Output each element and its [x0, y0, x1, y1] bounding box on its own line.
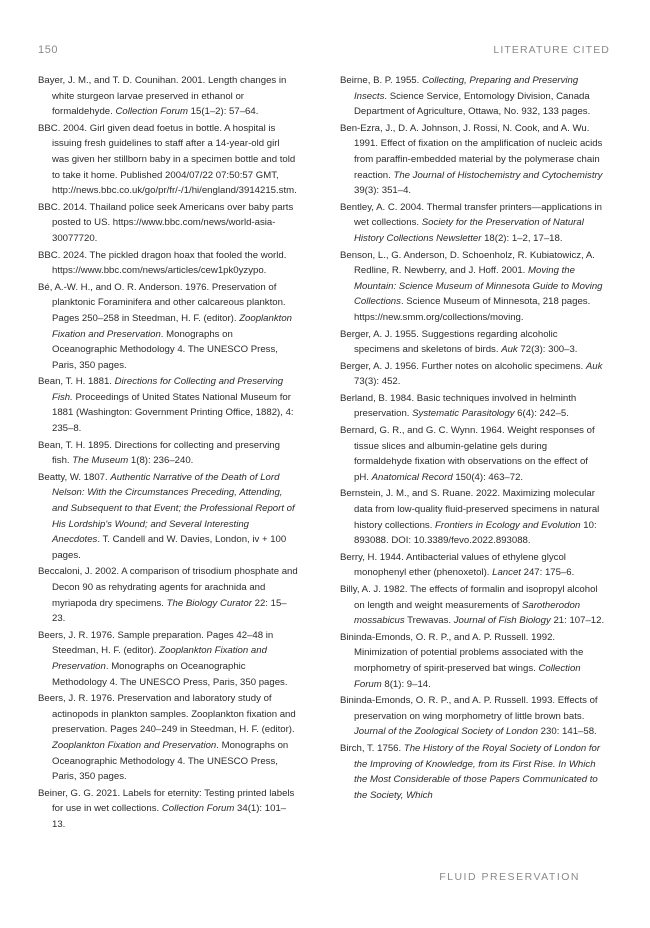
reference-text: Bayer, J. M., and T. D. Counihan. 2001. Length changes in white sturgeon larvae preserved in ethanol or formaldehyde.: [38, 75, 287, 118]
reference-italic-text: Systematic Parasitology: [412, 408, 515, 420]
reference-text: Proceedings of United States National Museum for 1881 (Washington: Government Printing Office, 1882), 4: 235–8.: [52, 391, 294, 435]
reference-text: . Monographs on Oceanographic Methodology 4. The UNESCO Press, Paris, 350 pages.: [52, 739, 289, 783]
reference-entry: [340, 121, 605, 199]
reference-text: 21: 107–12.: [550, 615, 605, 627]
reference-italic-text: The Biology Curator: [166, 597, 252, 609]
reference-entry: [340, 200, 605, 247]
reference-text: 72(3): 300–3.: [517, 344, 578, 356]
reference-italic-text: Anatomical Record: [371, 471, 453, 483]
reference-entry: [38, 564, 298, 626]
reference-italic-text: Lancet: [492, 567, 521, 579]
reference-entry: [340, 486, 605, 548]
reference-entry: [38, 628, 298, 690]
reference-italic-text: Collection Forum: [115, 106, 188, 118]
reference-text: 18(2): 1–2, 17–18.: [481, 232, 563, 244]
reference-entry: [340, 359, 605, 390]
reference-entry: [38, 248, 298, 279]
reference-entry: [340, 248, 605, 326]
reference-entry: [340, 693, 605, 740]
reference-text: 247: 175–6.: [520, 567, 575, 579]
reference-entry: [38, 121, 298, 199]
reference-text: 15(1–2): 57–64.: [187, 106, 259, 118]
reference-text: Berger, A. J. 1955. Suggestions regarding alcoholic specimens and skeletons of birds.: [340, 328, 558, 356]
reference-text: 8(1): 9–14.: [381, 678, 431, 690]
reference-italic-text: Zooplankton Fixation and Preservation: [52, 645, 267, 672]
reference-text: Bentley, A. C. 2004. Thermal transfer printers—applications in wet collections.: [340, 201, 603, 229]
reference-italic-text: Auk: [501, 344, 518, 356]
running-head: LITERATURE CITED: [493, 44, 610, 56]
reference-italic-text: Zooplankton Fixation and Preservation: [52, 312, 292, 340]
reference-text: Bé, A.-W. H., and O. R. Anderson. 1976. Preservation of planktonic Foraminifera and other calcareous plankton. Pages 250–258 in Steedman, H. F. (editor).: [38, 281, 286, 324]
reference-text: 1(8): 236–240.: [128, 455, 194, 467]
reference-entry: [340, 327, 605, 358]
page-number: 150: [38, 44, 59, 56]
reference-italic-text: The Museum: [72, 455, 129, 467]
reference-italic-text: Society for the Preservation of Natural History Collections Newsletter: [354, 217, 584, 244]
reference-entry: [340, 550, 605, 581]
reference-entry: [38, 200, 298, 247]
reference-italic-text: Journal of the Zoological Society of London: [354, 726, 539, 738]
reference-entry: [38, 280, 298, 374]
reference-text: Benson, L., G. Anderson, D. Schoenholz, R. Kubiatowicz, A. Redline, R. Newberry, and J. Hoff. 2001.: [340, 249, 595, 277]
reference-italic-text: Frontiers in Ecology and Evolution: [435, 519, 581, 531]
reference-italic-text: Directions for Collecting and Preserving Fish.: [52, 376, 284, 403]
reference-text: Berry, H. 1944. Antibacterial values of ethylene glycol monophenyl ether (phenoxetol).: [340, 551, 566, 579]
reference-entry: [38, 470, 298, 564]
reference-text: Beers, J. R. 1976. Preservation and laboratory study of actinopods in plankton samples. Zooplankton fixation and preservation. Pages 240–249 in Steedman, H. F. (editor).: [38, 693, 296, 736]
reference-italic-text: Journal of Fish Biology: [453, 615, 551, 627]
reference-italic-text: The Journal of Histochemistry and Cytochemistry: [393, 169, 603, 181]
reference-entry: [38, 786, 298, 833]
references-right-column: [340, 73, 605, 804]
reference-text: Bean, T. H. 1895. Directions for collecting and preserving fish.: [38, 439, 280, 467]
reference-italic-text: Sarotherodon mossabicus: [354, 599, 581, 627]
reference-entry: [340, 582, 605, 629]
reference-text: . Science Service, Entomology Division, Canada Department of Agriculture, Ottawa, No. 932, 133 pages.: [354, 90, 591, 118]
reference-text: . T. Candell and W. Davies, London, iv + 100 pages.: [52, 534, 287, 561]
reference-text: Berland, B. 1984. Basic techniques involved in helminth preservation.: [340, 392, 577, 420]
reference-italic-text: The History of the Royal Society of London for the Improving of Knowledge, from its First Rise. In Which the Most Considerable of those Papers Communicated to the Society, Which: [354, 742, 601, 801]
reference-text: . Science Museum of Minnesota, 218 pages. https://new.smm.org/collections/moving.: [354, 296, 591, 323]
reference-text: 34(1): 101–13.: [52, 803, 287, 830]
reference-italic-text: Collecting, Preparing and Preserving Insects: [354, 75, 579, 102]
reference-entry: [38, 438, 298, 469]
reference-entry: [340, 391, 605, 422]
reference-text: 6(4): 242–5.: [514, 408, 569, 420]
reference-text: Bininda-Emonds, O. R. P., and A. P. Russell. 1992. Minimization of potential problems associated with the morphometry of spirit-preserved bat wings.: [340, 631, 584, 674]
reference-text: Berger, A. J. 1956. Further notes on alcoholic specimens.: [340, 360, 586, 372]
reference-text: Bernstein, J. M., and S. Ruane. 2022. Maximizing molecular data from low-quality fluid-preserved specimens in natural history collections.: [340, 488, 600, 531]
reference-text: 39(3): 351–4.: [354, 185, 412, 197]
reference-text: 10: 893088. DOI: 10.3389/fevo.2022.893088.: [354, 519, 597, 547]
reference-entry: [340, 630, 605, 692]
reference-text: Ben-Ezra, J., D. A. Johnson, J. Rossi, N. Cook, and A. Wu. 1991. Effect of fixation on the amplification of nucleic acids from paraffin-embedded material by the polymerase chain reaction.: [340, 122, 603, 181]
running-foot: FLUID PRESERVATION: [439, 871, 580, 883]
reference-entry: [38, 73, 298, 120]
reference-text: BBC. 2024. The pickled dragon hoax that fooled the world. https://www.bbc.com/news/articles/cew1pk0yzypo.: [38, 249, 287, 277]
reference-entry: [38, 691, 298, 785]
reference-entry: [340, 741, 605, 803]
reference-text: Beatty, W. 1807.: [38, 471, 111, 483]
reference-text: . Monographs on Oceanographic Methodology 4. The UNESCO Press, Paris, 350 pages.: [52, 328, 278, 371]
reference-text: BBC. 2014. Thailand police seek Americans over baby parts posted to US. https://www.bbc.com/news/world-asia-30077720.: [38, 201, 294, 244]
reference-entry: [38, 374, 298, 436]
reference-italic-text: Authentic Narrative of the Death of Lord Nelson: With the Circumstances Preceding, Attending, and Subsequent to that Event; the Professional Report of His Lordship's Wound; and Several Interesting Anecdotes: [52, 471, 295, 546]
reference-text: 230: 141–58.: [538, 726, 597, 738]
reference-text: . Monographs on Oceanographic Methodology 4. The UNESCO Press, Paris, 350 pages.: [52, 660, 288, 688]
reference-italic-text: Auk: [585, 360, 603, 372]
references-left-column: [38, 73, 298, 834]
reference-text: 150(4): 463–72.: [452, 471, 524, 483]
reference-italic-text: Zooplankton Fixation and Preservation: [52, 739, 217, 751]
reference-entry: [340, 423, 605, 485]
reference-text: 73(3): 452.: [354, 376, 401, 388]
reference-italic-text: Collection Forum: [161, 803, 235, 815]
reference-text: Billy, A. J. 1982. The effects of formalin and isopropyl alcohol on length and weight measurements of: [340, 584, 598, 611]
reference-text: Birch, T. 1756.: [340, 742, 404, 754]
reference-text: Beirne, B. P. 1955.: [340, 75, 422, 86]
reference-text: Beiner, G. G. 2021. Labels for eternity: Testing printed labels for use in wet collections.: [38, 787, 295, 815]
reference-text: Bininda-Emonds, O. R. P., and A. P. Russell. 1993. Effects of preservation on wing morphometry of little brown bats.: [340, 695, 598, 722]
reference-text: BBC. 2004. Girl given dead foetus in bottle. A hospital is issuing fresh guidelines to staff after a 14-year-old girl was given her stillborn baby in a specimen bottle and told to take it home. Published 2004/07/22 07:50:57 GMT, http://news.bbc.co.uk/go/pr/fr/-/1/hi/england/3914215.stm.: [38, 122, 297, 197]
reference-text: Beers, J. R. 1976. Sample preparation. Pages 42–48 in Steedman, H. F. (editor).: [38, 629, 274, 657]
reference-italic-text: Moving the Mountain: Science Museum of Minnesota Guide to Moving Collections: [354, 265, 603, 308]
reference-text: Beccaloni, J. 2002. A comparison of trisodium phosphate and Decon 90 as rehydrating agents for arachnida and myriapoda dry specimens.: [38, 566, 298, 609]
reference-text: Bernard, G. R., and G. C. Wynn. 1964. Weight responses of tissue slices and albumin-gelatine gels during formaldehyde fixation with observations on the effect of pH.: [340, 425, 595, 483]
reference-text: 22: 15–23.: [52, 597, 287, 625]
reference-entry: [340, 73, 605, 120]
reference-text: Trewavas.: [404, 615, 454, 627]
reference-italic-text: Collection Forum: [354, 662, 581, 690]
reference-text: Bean, T. H. 1881.: [38, 376, 115, 388]
